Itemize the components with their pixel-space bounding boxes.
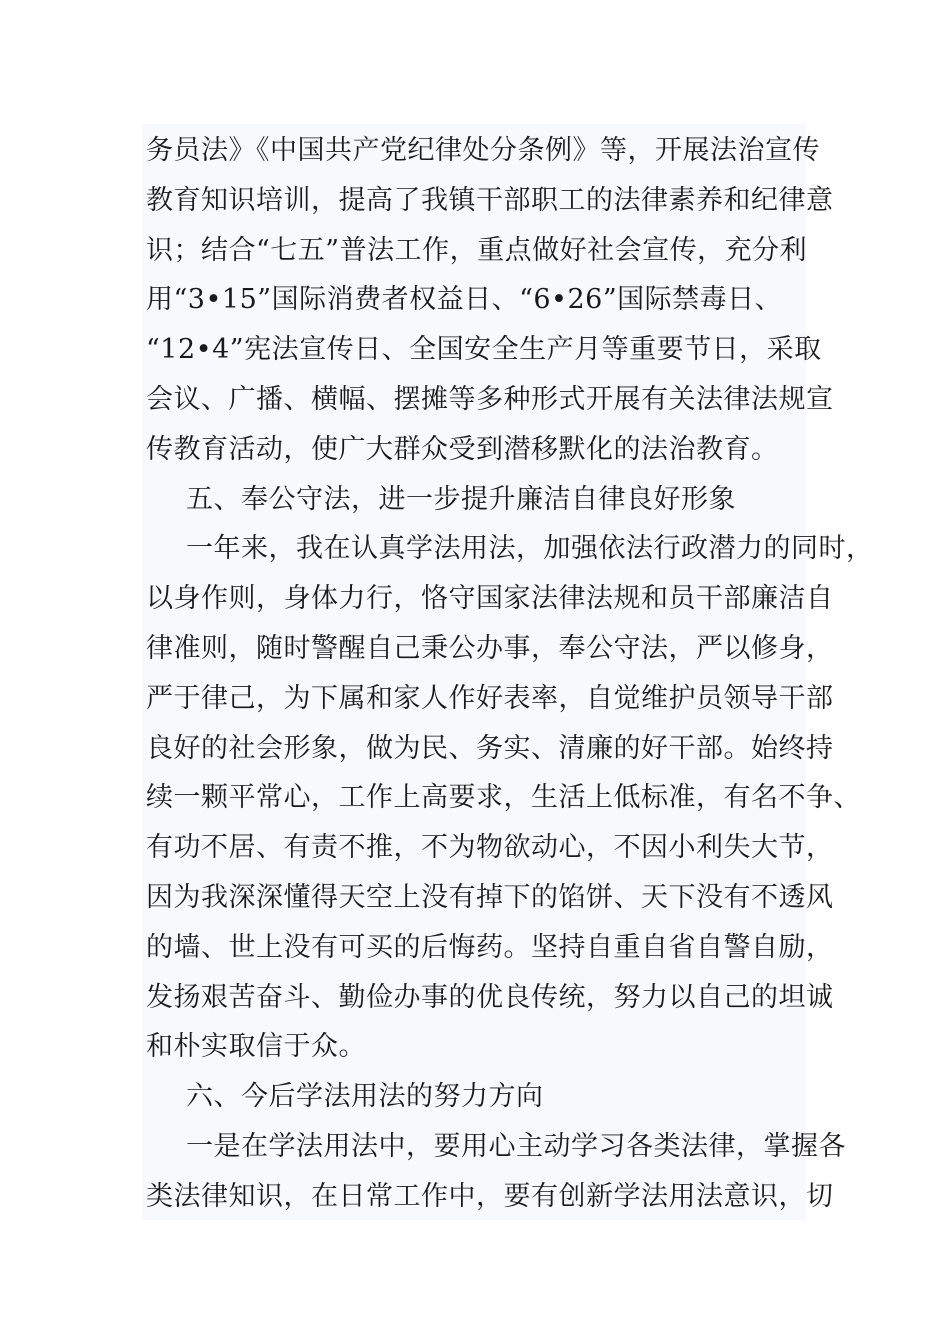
text-line: 务员法》《中国共产党纪律处分条例》等，开展法治宣传	[146, 135, 820, 166]
paragraph-first-line: 一是在学法用法中，要用心主动学习各类法律，掌握各	[186, 1131, 846, 1162]
text-line: 会议、广播、横幅、摆摊等多种形式开展有关法律法规宣	[146, 384, 834, 415]
text-line: 教育知识培训，提高了我镇干部职工的法律素养和纪律意	[146, 184, 834, 216]
text-line: 发扬艰苦奋斗、勤俭办事的优良传统，努力以自己的坦诚	[146, 981, 834, 1013]
document-text-block	[142, 124, 874, 1220]
text-line: 续一颗平常心，工作上高要求，生活上低标准，有名不争、	[146, 782, 861, 814]
text-line: 因为我深深懂得天空上没有掉下的馅饼、天下没有不透风	[146, 882, 834, 913]
paragraph-first-line: 一年来，我在认真学法用法，加强依法行政潜力的同时，	[186, 533, 874, 565]
text-line: “12•4”宪法宣传日、全国安全生产月等重要节日，采取	[146, 334, 822, 366]
text-line: 传教育活动，使广大群众受到潜移默化的法治教育。	[146, 433, 779, 465]
text-line: 和朴实取信于众。	[146, 1031, 366, 1063]
paragraph-first-line: 五、奉公守法，进一步提升廉洁自律良好形象	[186, 483, 736, 515]
text-line: 的墙、世上没有可买的后悔药。坚持自重自省自警自励，	[146, 931, 834, 963]
text-line: 律准则，随时警醒自己秉公办事，奉公守法，严以修身，	[146, 633, 834, 664]
text-line: 识；结合“七五”普法工作，重点做好社会宣传，充分利	[146, 234, 808, 266]
text-line: 严于律己，为下属和家人作好表率，自觉维护员领导干部	[146, 682, 834, 714]
text-line: 类法律知识，在日常工作中，要有创新学法用法意识，切	[146, 1180, 834, 1212]
text-line: 有功不居、有责不推，不为物欲动心，不因小利失大节，	[146, 832, 834, 864]
paragraph-first-line: 六、今后学法用法的努力方向	[186, 1081, 544, 1113]
text-line: 以身作则，身体力行，恪守国家法律法规和员干部廉洁自	[146, 583, 834, 615]
text-line: 良好的社会形象，做为民、务实、清廉的好干部。始终持	[146, 732, 834, 764]
text-line: 用“3•15”国际消费者权益日、“6•26”国际禁毒日、	[146, 284, 783, 316]
